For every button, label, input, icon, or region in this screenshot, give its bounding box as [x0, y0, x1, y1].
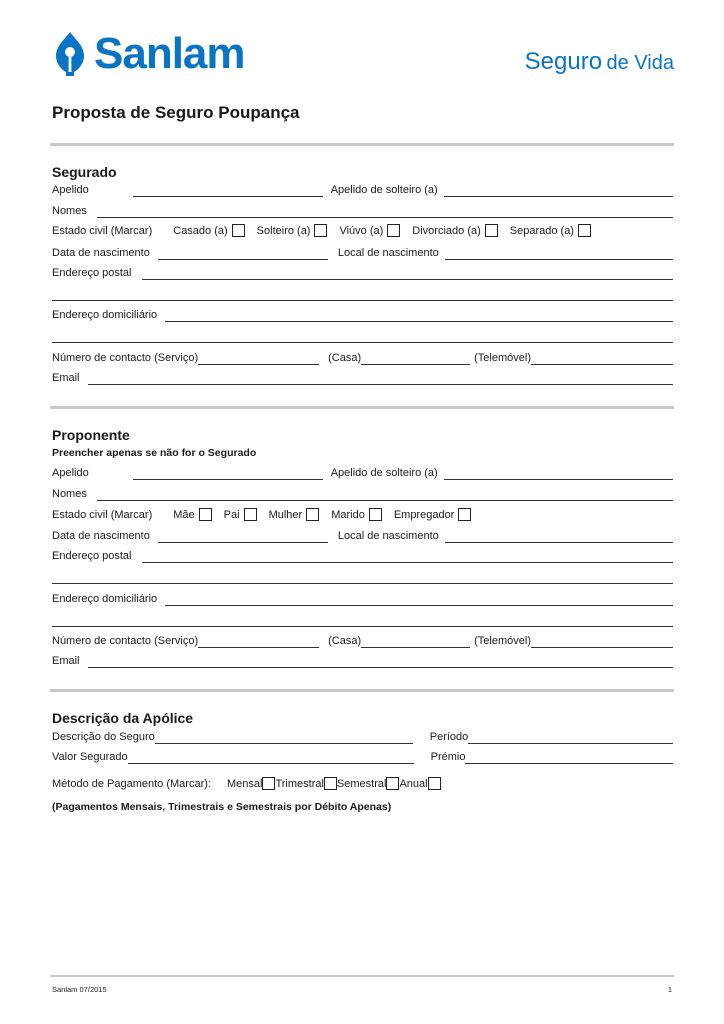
field-endereco-postal[interactable]	[142, 267, 674, 280]
row-email	[52, 369, 673, 385]
section-title-apolice: Descrição da Apólice	[52, 710, 194, 726]
row-nomes	[52, 202, 673, 218]
row-estado-civil	[52, 222, 673, 238]
field-periodo[interactable]	[468, 731, 673, 744]
checkbox-solteiro[interactable]	[314, 224, 327, 237]
checkbox-mulher[interactable]	[306, 508, 319, 521]
label-email: Email	[52, 655, 80, 667]
label-periodo: Período	[429, 731, 469, 743]
field-email[interactable]	[88, 655, 673, 668]
field-contacto-telemovel[interactable]	[531, 635, 673, 648]
field-apelido-solteiro[interactable]	[444, 467, 673, 480]
checkbox-viuvo[interactable]	[387, 224, 400, 237]
field-contacto-casa[interactable]	[361, 635, 470, 648]
option-marido: Marido	[331, 509, 365, 521]
option-separado: Separado (a)	[509, 225, 574, 237]
label-local-nascimento: Local de nascimento	[337, 530, 439, 542]
field-data-nascimento[interactable]	[158, 247, 328, 260]
row-endereco-postal	[52, 547, 673, 563]
label-contacto-casa: (Casa)	[328, 635, 362, 647]
sanlam-logo	[50, 28, 245, 80]
field-endereco-domiciliario-2[interactable]	[52, 626, 673, 627]
label-estado-civil: Estado civil (Marcar)	[52, 225, 153, 237]
checkbox-pai[interactable]	[244, 508, 257, 521]
field-local-nascimento[interactable]	[445, 247, 673, 260]
row-endereco-postal	[52, 264, 673, 280]
row-nascimento	[52, 244, 673, 260]
row-contacto	[52, 349, 673, 365]
label-metodo-pagamento: Método de Pagamento (Marcar):	[52, 778, 211, 790]
label-valor-segurado: Valor Segurado	[52, 751, 128, 763]
label-local-nascimento: Local de nascimento	[337, 247, 439, 259]
row-endereco-domiciliario	[52, 590, 673, 606]
row-nascimento	[52, 527, 673, 543]
field-contacto-servico[interactable]	[198, 352, 319, 365]
option-mae: Mãe	[173, 509, 195, 521]
section-title-proponente: Proponente	[52, 427, 130, 443]
option-trimestral: Trimestral	[275, 778, 324, 790]
label-endereco-domiciliario: Endereço domiciliário	[52, 593, 158, 605]
brand-name: Sanlam	[94, 29, 245, 78]
option-empregador: Empregador	[393, 509, 455, 521]
field-contacto-telemovel[interactable]	[531, 352, 673, 365]
page-number: 1	[667, 985, 672, 994]
label-data-nascimento: Data de nascimento	[52, 530, 150, 542]
option-semestral: Semestral	[336, 778, 387, 790]
label-contacto-telemovel: (Telemóvel)	[474, 635, 531, 647]
row-apelido	[52, 181, 673, 197]
field-apelido[interactable]	[133, 467, 323, 480]
product-part2: de Vida	[606, 52, 674, 74]
option-mulher: Mulher	[268, 509, 303, 521]
label-apelido-solteiro: Apelido de solteiro (a)	[330, 467, 438, 479]
footer-version: Sanlam 07/2015	[52, 985, 107, 994]
checkbox-divorciado[interactable]	[485, 224, 498, 237]
label-endereco-domiciliario: Endereço domiciliário	[52, 309, 158, 321]
field-nomes[interactable]	[97, 488, 673, 501]
field-apelido[interactable]	[133, 184, 323, 197]
option-pai: Pai	[223, 509, 240, 521]
row-endereco-domiciliario	[52, 306, 673, 322]
row-email	[52, 652, 673, 668]
field-endereco-postal-2[interactable]	[52, 300, 673, 301]
field-endereco-postal-2[interactable]	[52, 583, 673, 584]
field-endereco-domiciliario-2[interactable]	[52, 342, 673, 343]
checkbox-mensal[interactable]	[262, 777, 275, 790]
field-premio[interactable]	[465, 751, 673, 764]
field-endereco-domiciliario[interactable]	[165, 593, 673, 606]
row-apelido	[52, 464, 673, 480]
field-endereco-postal[interactable]	[142, 550, 674, 563]
field-contacto-casa[interactable]	[361, 352, 470, 365]
option-solteiro: Solteiro (a)	[256, 225, 311, 237]
option-divorciado: Divorciado (a)	[412, 225, 481, 237]
checkbox-semestral[interactable]	[386, 777, 399, 790]
document-title: Proposta de Seguro Poupança	[52, 103, 300, 122]
row-descricao-periodo	[52, 728, 673, 744]
label-apelido: Apelido	[52, 184, 89, 196]
label-endereco-postal: Endereço postal	[52, 267, 132, 279]
section-title-segurado: Segurado	[52, 164, 117, 180]
label-data-nascimento: Data de nascimento	[52, 247, 150, 259]
label-apelido: Apelido	[52, 467, 89, 479]
payment-note: (Pagamentos Mensais, Trimestrais e Semestrais por Débito Apenas)	[52, 801, 392, 813]
checkbox-marido[interactable]	[369, 508, 382, 521]
label-contacto-telemovel: (Telemóvel)	[474, 352, 531, 364]
label-descricao-seguro: Descrição do Seguro	[52, 731, 155, 743]
row-contacto	[52, 632, 673, 648]
field-valor-segurado[interactable]	[128, 751, 414, 764]
label-estado-civil: Estado civil (Marcar)	[52, 509, 153, 521]
label-endereco-postal: Endereço postal	[52, 550, 132, 562]
option-anual: Anual	[399, 778, 428, 790]
field-descricao-seguro[interactable]	[155, 731, 413, 744]
label-contacto-casa: (Casa)	[328, 352, 362, 364]
product-part1: Seguro	[524, 48, 603, 75]
checkbox-empregador[interactable]	[458, 508, 471, 521]
field-endereco-domiciliario[interactable]	[165, 309, 673, 322]
field-contacto-servico[interactable]	[198, 635, 319, 648]
checkbox-mae[interactable]	[199, 508, 212, 521]
label-nomes: Nomes	[52, 205, 87, 217]
field-email[interactable]	[88, 372, 673, 385]
divider	[50, 143, 674, 146]
option-mensal: Mensal	[226, 778, 263, 790]
product-name	[525, 48, 674, 76]
row-valor-premio	[52, 748, 673, 764]
divider	[50, 689, 674, 692]
row-estado-civil	[52, 506, 673, 522]
proponente-note: Preencher apenas se não for o Segurado	[52, 447, 257, 459]
label-nomes: Nomes	[52, 488, 87, 500]
label-premio: Prémio	[430, 751, 466, 763]
field-nomes[interactable]	[97, 205, 673, 218]
field-local-nascimento[interactable]	[445, 530, 673, 543]
row-metodo-pagamento	[52, 775, 441, 791]
label-contacto-servico: Número de contacto (Serviço)	[52, 635, 199, 647]
row-nomes	[52, 485, 673, 501]
label-email: Email	[52, 372, 80, 384]
label-contacto-servico: Número de contacto (Serviço)	[52, 352, 199, 364]
checkbox-casado[interactable]	[232, 224, 245, 237]
footer-divider	[50, 975, 674, 977]
option-casado: Casado (a)	[173, 225, 228, 237]
field-data-nascimento[interactable]	[158, 530, 328, 543]
checkbox-anual[interactable]	[428, 777, 441, 790]
divider	[50, 406, 674, 409]
checkbox-separado[interactable]	[578, 224, 591, 237]
label-apelido-solteiro: Apelido de solteiro (a)	[330, 184, 438, 196]
option-viuvo: Viúvo (a)	[339, 225, 384, 237]
field-apelido-solteiro[interactable]	[444, 184, 673, 197]
sanlam-pen-nib-icon	[50, 30, 90, 78]
checkbox-trimestral[interactable]	[324, 777, 337, 790]
